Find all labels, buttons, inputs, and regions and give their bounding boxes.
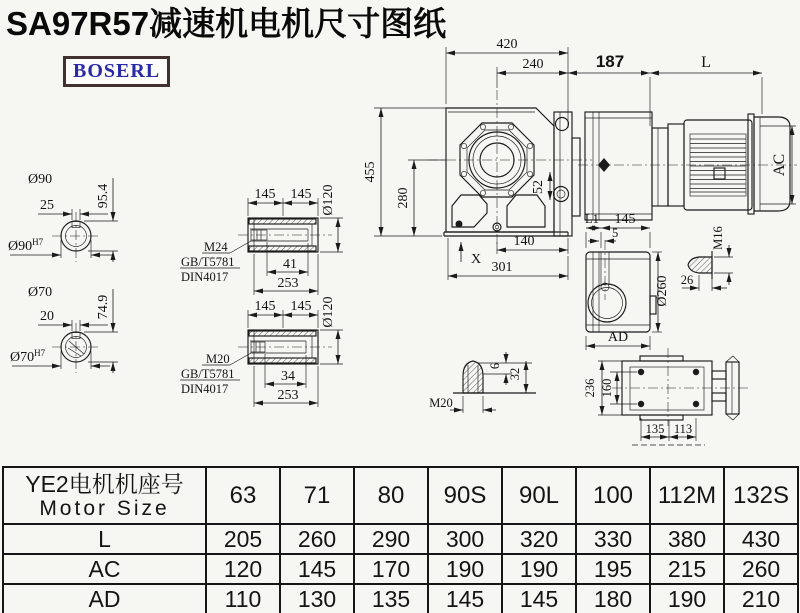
table-cell: 195 (576, 554, 650, 584)
table-cell: 170 (354, 554, 428, 584)
bore-value: Ø90 (8, 239, 33, 254)
dim-6-label: 6 (488, 362, 502, 370)
table-cell: 205 (206, 524, 280, 554)
dim-dia120b-label: Ø120 (321, 296, 336, 328)
thread-m16-label: M16 (711, 226, 725, 250)
row-label: L (3, 524, 206, 554)
std-din-label: DIN4017 (181, 270, 229, 284)
dim-bore90-label (8, 237, 44, 254)
table-cell: 290 (354, 524, 428, 554)
table-cell: 180 (576, 584, 650, 613)
dim-34-label: 34 (281, 369, 295, 384)
thread-m20-label: M20 (206, 352, 230, 366)
size-col: 112M (650, 467, 724, 524)
size-col: 71 (280, 467, 354, 524)
table-cell: 190 (428, 554, 502, 584)
std-gb-label: GB/T5781 (181, 367, 235, 381)
brand-logo: BOSERL (63, 56, 170, 87)
bore-tolerance: H7 (32, 237, 44, 247)
dim-41-label: 41 (283, 257, 297, 272)
dim-420-label: 420 (496, 37, 518, 52)
table-header-row (3, 467, 798, 524)
shaft-section-90 (8, 172, 118, 262)
table-cell: 380 (650, 524, 724, 554)
table-cell: 210 (724, 584, 798, 613)
table-cell: 330 (576, 524, 650, 554)
table-cell: 260 (280, 524, 354, 554)
table-cell: 260 (724, 554, 798, 584)
dim-135-label: 135 (645, 422, 665, 436)
row-label: AD (3, 584, 206, 613)
table-cell: 145 (502, 584, 576, 613)
table-cell: 215 (650, 554, 724, 584)
dim-455-label: 455 (363, 161, 378, 183)
table-cell: 190 (502, 554, 576, 584)
table-cell: 320 (502, 524, 576, 554)
dim-26-label: 26 (680, 273, 694, 287)
size-col: 90L (502, 467, 576, 524)
dim-52-label: 52 (531, 180, 546, 194)
size-col: 80 (354, 467, 428, 524)
mounting-foot-view (583, 348, 748, 445)
dim-bore70-label (10, 348, 46, 365)
table-cell: 300 (428, 524, 502, 554)
table-row-AC (3, 554, 798, 584)
row-label: AC (3, 554, 206, 584)
header-en: Motor Size (39, 496, 170, 520)
dim-253a-label: 253 (277, 276, 299, 291)
dim-145a-label: 145 (254, 187, 276, 202)
dim-key20-label: 20 (40, 309, 54, 324)
bolt-m16 (681, 226, 733, 291)
dim-240-label: 240 (522, 57, 544, 72)
motor-dimension-table (2, 466, 799, 613)
dim-95-4-label: 95.4 (96, 183, 111, 209)
table-cell: 130 (280, 584, 354, 613)
table-cell: 145 (428, 584, 502, 613)
std-din-label: DIN4017 (181, 382, 229, 396)
dim-AD-label: AD (607, 330, 629, 345)
dim-145d-label: 145 (290, 299, 312, 314)
table-cell: 190 (650, 584, 724, 613)
x-marker-label: X (471, 252, 482, 267)
dim-dia260-label: Ø260 (655, 275, 670, 307)
dim-32-label: 32 (508, 367, 522, 381)
dim-113-label: 113 (673, 422, 693, 436)
table-cell: 110 (206, 584, 280, 613)
thread-m20b-label: M20 (429, 396, 453, 410)
table-cell: 145 (280, 554, 354, 584)
dim-160-label: 160 (600, 378, 614, 398)
dim-dia120a-label: Ø120 (321, 184, 336, 216)
dim-dia70-label: Ø70 (28, 285, 53, 300)
dim-145b-label: 145 (290, 187, 312, 202)
std-gb-label: GB/T5781 (181, 255, 235, 269)
dim-74-9-label: 74.9 (96, 294, 111, 320)
dim-5-label: 5 (612, 226, 619, 240)
bore-tolerance: H7 (34, 348, 46, 358)
hollow-shaft-m24 (180, 184, 343, 295)
dim-key25-label: 25 (40, 198, 54, 213)
page-title: SA97R57减速机电机尺寸图纸 (6, 5, 447, 42)
table-cell: 135 (354, 584, 428, 613)
motor-size-header (3, 467, 206, 524)
dim-L-label: L (701, 54, 711, 71)
dim-280-label: 280 (396, 187, 411, 209)
dim-236-label: 236 (583, 378, 597, 398)
dim-L1-label: L1 (585, 212, 599, 226)
dim-301-label: 301 (491, 260, 513, 275)
dim-253b-label: 253 (277, 388, 299, 403)
table-cell: 120 (206, 554, 280, 584)
shaft-section-70 (10, 285, 118, 373)
size-col: 90S (428, 467, 502, 524)
thread-m24-label: M24 (204, 240, 228, 254)
gearbox-front-view (363, 37, 592, 280)
dim-140-label: 140 (513, 234, 535, 249)
table-row-AD (3, 584, 798, 613)
header-zh: YE2电机机座号 (25, 470, 184, 497)
motor-side-view (568, 52, 797, 220)
size-col: 132S (724, 467, 798, 524)
gearbox-top-view (585, 212, 670, 350)
size-col: 100 (576, 467, 650, 524)
bolt-m20 (429, 352, 536, 413)
dim-187-label: 187 (595, 52, 625, 71)
dim-dia90-label: Ø90 (28, 172, 53, 187)
table-cell: 430 (724, 524, 798, 554)
dim-145e-label: 145 (614, 212, 636, 227)
hollow-shaft-m20 (180, 296, 343, 407)
dim-AC-label: AC (771, 153, 788, 177)
bore-value: Ø70 (10, 350, 35, 365)
dim-145c-label: 145 (254, 299, 276, 314)
size-col: 63 (206, 467, 280, 524)
table-row-L (3, 524, 798, 554)
